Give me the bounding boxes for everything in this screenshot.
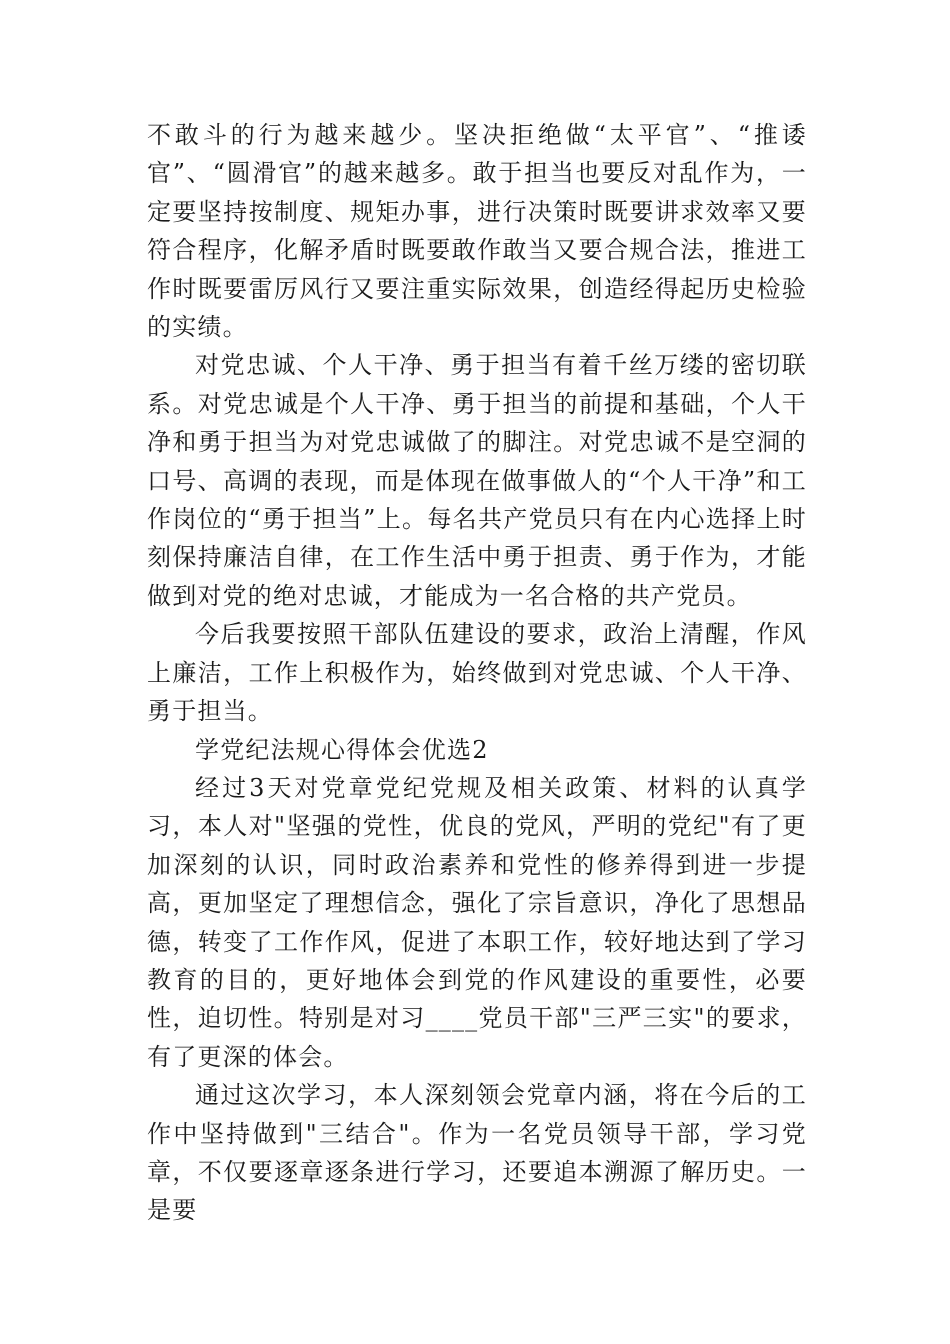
- paragraph-5: 通过这次学习，本人深刻领会党章内涵，将在今后的工作中坚持做到"三结合"。作为一名党员领导干部，学习党章，不仅要逐章逐条进行学习，还要追本溯源了解历史。一是要: [147, 1081, 807, 1225]
- paragraph-3: 今后我要按照干部队伍建设的要求，政治上清醒，作风上廉洁，工作上积极作为，始终做到对党忠诚、个人干净、勇于担当。: [147, 620, 807, 726]
- document-body: [147, 116, 807, 1230]
- paragraph-2: 对党忠诚、个人干净、勇于担当有着千丝万缕的密切联系。对党忠诚是个人干净、勇于担当的前提和基础，个人干净和勇于担当为对党忠诚做了的脚注。对党忠诚不是空洞的口号、高调的表现，而是体现在做事做人的“个人干净”和工作岗位的“勇于担当”上。每名共产党员只有在内心选择上时刻保持廉洁自律，在工作生活中勇于担责、勇于作为，才能做到对党的绝对忠诚，才能成为一名合格的共产党员。: [147, 351, 807, 610]
- paragraph-1: 不敢斗的行为越来越少。坚决拒绝做“太平官”、“推诿官”、“圆滑官”的越来越多。敢于担当也要反对乱作为，一定要坚持按制度、规矩办事，进行决策时既要讲求效率又要符合程序，化解矛盾时既要敢作敢当又要合规合法，推进工作时既要雷厉风行又要注重实际效果，创造经得起历史检验的实绩。: [147, 121, 807, 342]
- section-heading: 学党纪法规心得体会优选2: [195, 735, 489, 764]
- paragraph-4: 经过3天对党章党纪党规及相关政策、材料的认真学习，本人对"坚强的党性，优良的党风，严明的党纪"有了更加深刻的认识，同时政治素养和党性的修养得到进一步提高，更加坚定了理想信念，强化了宗旨意识，净化了思想品德，转变了工作作风，促进了本职工作，较好地达到了学习教育的目的，更好地体会到党的作风建设的重要性，必要性，迫切性。特别是对习____党员干部"三严三实"的要求，有了更深的体会。: [147, 773, 807, 1071]
